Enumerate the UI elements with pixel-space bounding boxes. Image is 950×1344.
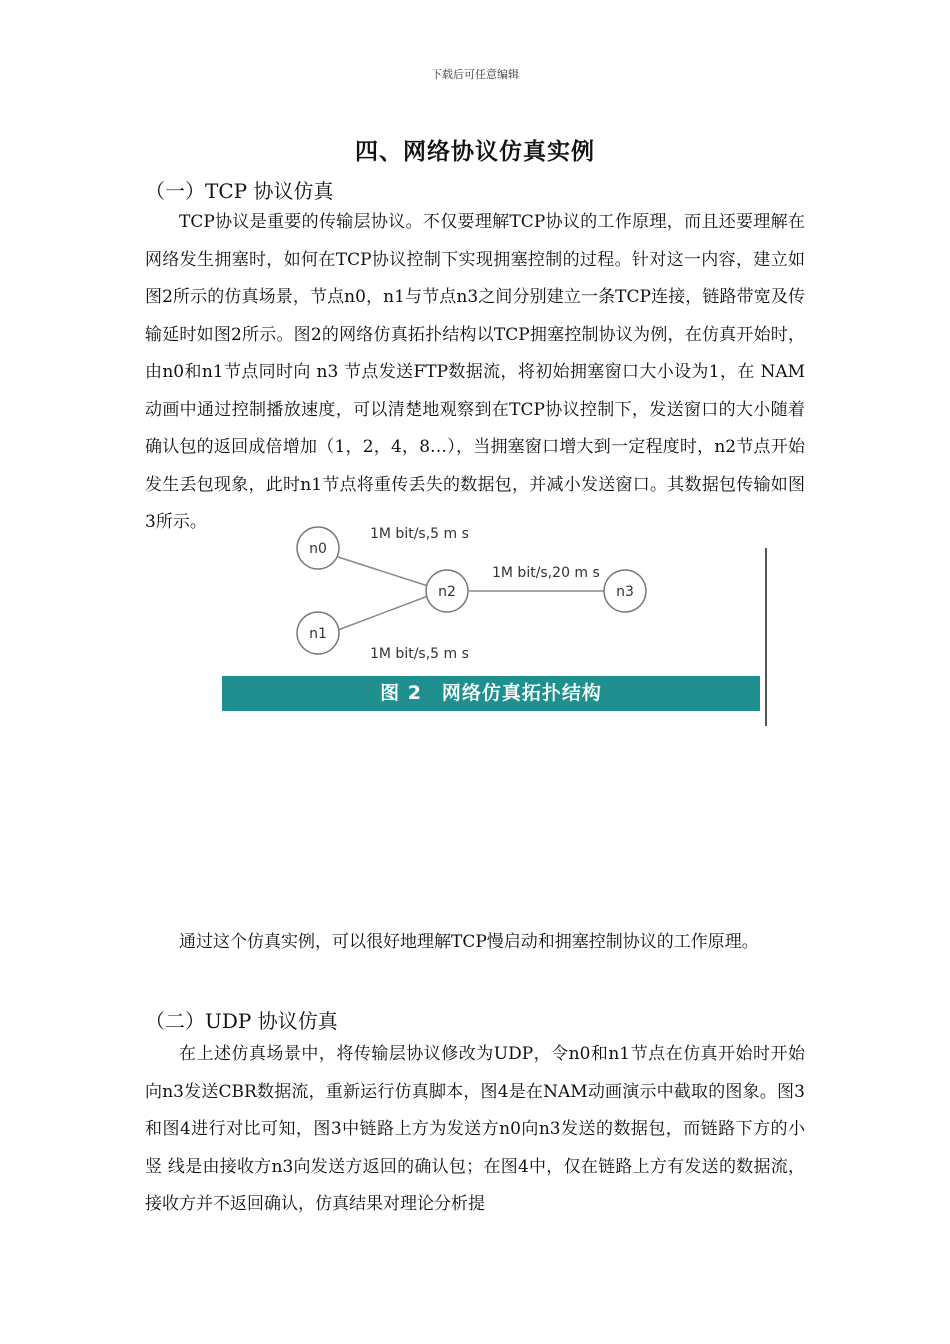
tcp-paragraph: TCP协议是重要的传输层协议。不仅要理解TCP协议的工作原理，而且还要理解在网络发生拥塞时，如何在TCP协议控制下实现拥塞控制的过程。针对这一内容，建立如图2所示的仿真场景，节点n0，n1与节点n3之间分别建立一条TCP连接，链路带宽及传输延时如图2所示。图2的网络仿真拓扑结构以TCP拥塞控制协议为例，在仿真开始时，由n0和n1节点同时向 n3 节点发送FTP数据流，将初始拥塞窗口大小设为1，在 NAM 动画中通过控制播放速度，可以清楚地观察到在TCP协议控制下，发送窗口的大小随着确认包的返回成倍增加（1，2，4，8…），当拥塞窗口增大到一定程度时，n2节点开始发生丢包现象，此时n1节点将重传丢失的数据包，并减小发送窗口。其数据包传输如图3所示。: [145, 212, 805, 532]
node-n2: [426, 570, 468, 612]
page-title: 四、网络协议仿真实例: [355, 138, 595, 165]
section-heading-udp: （二）UDP 协议仿真: [145, 1009, 338, 1033]
svg-text:n0: n0: [309, 541, 327, 557]
link-n1-n2: [338, 596, 428, 630]
link-label-n2-n3: 1M bit/s,20 m s: [492, 565, 600, 581]
topology-diagram: [222, 520, 770, 680]
figure-caption: 图 2 网络仿真拓扑结构: [222, 676, 760, 711]
udp-paragraph: 在上述仿真场景中，将传输层协议修改为UDP，令n0和n1节点在仿真开始时开始向n3发送CBR数据流，重新运行仿真脚本，图4是在NAM动画演示中截取的图象。图3和图4进行对比可知，图3中链路上方为发送方n0向n3发送的数据包，而链路下方的小竖 线是由接收方n3向发送方返回的确认包；在图4中，仅在链路上方有发送的数据流，接收方并不返回确认，仿真结果对理论分析提: [145, 1044, 805, 1214]
link-label-n1-n2: 1M bit/s,5 m s: [370, 646, 469, 662]
link-label-n0-n2: 1M bit/s,5 m s: [370, 526, 469, 542]
node-n3: [604, 570, 646, 612]
svg-text:n3: n3: [616, 584, 634, 600]
page-header-note: 下载后可任意编辑: [431, 68, 519, 81]
svg-text:n1: n1: [309, 626, 327, 642]
node-n0: [297, 527, 339, 569]
link-n0-n2: [338, 557, 428, 586]
node-n1: [297, 612, 339, 654]
figure-border-edge: [765, 548, 767, 726]
svg-text:n2: n2: [438, 584, 456, 600]
tcp-conclusion: 通过这个仿真实例，可以很好地理解TCP慢启动和拥塞控制协议的工作原理。: [179, 932, 759, 952]
section-heading-tcp: （一）TCP 协议仿真: [145, 179, 334, 203]
